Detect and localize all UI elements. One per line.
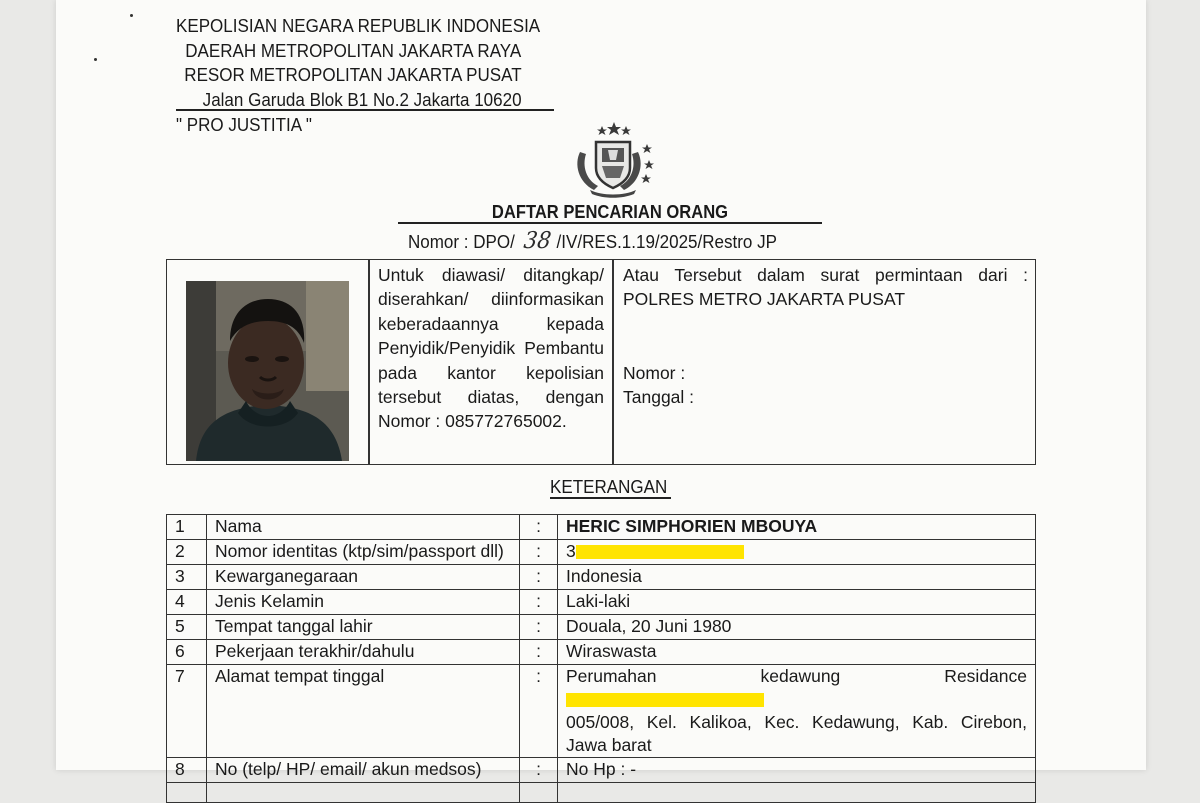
- letterhead: [176, 14, 556, 112]
- address-line: Perumahan kedawung Residance: [566, 666, 1027, 686]
- row-colon: :: [520, 665, 558, 758]
- redaction-mark: [566, 693, 764, 707]
- scan-speck: [94, 58, 97, 61]
- handwritten-number: 38: [522, 228, 553, 254]
- document-number-suffix: /IV/RES.1.19/2025/Restro JP: [556, 231, 777, 252]
- row-value-id: [558, 540, 1036, 565]
- table-row: [167, 640, 1036, 665]
- request-tanggal-label: Tanggal :: [623, 387, 695, 408]
- table-row: [167, 565, 1036, 590]
- keterangan-heading: KETERANGAN: [550, 476, 668, 497]
- row-colon: :: [520, 590, 558, 615]
- table-row: [167, 590, 1036, 615]
- table-row: [167, 540, 1036, 565]
- instruction-line: Nomor : 085772765002.: [378, 411, 567, 432]
- box-divider: [368, 260, 370, 464]
- row-value: [558, 783, 1036, 803]
- row-label: Alamat tempat tinggal: [207, 665, 520, 758]
- pro-justitia: " PRO JUSTITIA ": [176, 114, 312, 135]
- instruction-line: Untuk diawasi/ ditangkap/: [378, 265, 604, 285]
- row-colon: :: [520, 540, 558, 565]
- letterhead-line-1: KEPOLISIAN NEGARA REPUBLIK INDONESIA: [176, 15, 541, 36]
- row-label: [207, 783, 520, 803]
- row-value: Laki-laki: [558, 590, 1036, 615]
- row-value: Wiraswasta: [558, 640, 1036, 665]
- row-colon: :: [520, 615, 558, 640]
- row-number: 7: [167, 665, 207, 758]
- row-value-name: HERIC SIMPHORIEN MBOUYA: [558, 515, 1036, 540]
- row-colon: :: [520, 515, 558, 540]
- row-label: No (telp/ HP/ email/ akun medsos): [207, 758, 520, 783]
- scan-speck: [130, 14, 133, 17]
- address-line: 005/008, Kel. Kalikoa, Kec. Kedawung, Kab. Cirebon,: [566, 712, 1027, 732]
- row-number: 5: [167, 615, 207, 640]
- row-label: Kewarganegaraan: [207, 565, 520, 590]
- instruction-line: Penyidik/Penyidik Pembantu: [378, 338, 604, 359]
- police-emblem-icon: [568, 120, 660, 198]
- row-value: No Hp : -: [558, 758, 1036, 783]
- table-row: [167, 758, 1036, 783]
- title-rule: [398, 222, 822, 224]
- details-table: [166, 514, 1036, 803]
- id-first-digit: 3: [566, 541, 576, 561]
- request-nomor-label: Nomor :: [623, 362, 686, 383]
- instruction-line: keberadaannya kepada: [378, 313, 604, 334]
- box-divider: [612, 260, 614, 464]
- row-colon: :: [520, 758, 558, 783]
- document-title: DAFTAR PENCARIAN ORANG: [491, 202, 729, 222]
- letterhead-line-3: RESOR METROPOLITAN JAKARTA PUSAT: [184, 64, 522, 85]
- row-label: Pekerjaan terakhir/dahulu: [207, 640, 520, 665]
- row-value: Indonesia: [558, 565, 1036, 590]
- row-number: [167, 783, 207, 803]
- row-label: Tempat tanggal lahir: [207, 615, 520, 640]
- row-colon: :: [520, 640, 558, 665]
- instruction-line: pada kantor kepolisian: [378, 362, 604, 383]
- row-number: 2: [167, 540, 207, 565]
- document-number: [408, 228, 777, 254]
- row-colon: [520, 783, 558, 803]
- row-label: Jenis Kelamin: [207, 590, 520, 615]
- letterhead-address: Jalan Garuda Blok B1 No.2 Jakarta 10620: [202, 88, 522, 110]
- table-row: [167, 783, 1036, 803]
- table-row: [167, 515, 1036, 540]
- row-number: 8: [167, 758, 207, 783]
- redaction-mark: [576, 545, 744, 559]
- request-line: Atau Tersebut dalam surat permintaan dari :: [623, 265, 1028, 285]
- wanted-instructions: [378, 263, 604, 434]
- request-source: [623, 263, 1028, 410]
- row-colon: :: [520, 565, 558, 590]
- letterhead-rule: [176, 109, 554, 111]
- instruction-line: tersebut diatas, dengan: [378, 387, 604, 408]
- row-number: 3: [167, 565, 207, 590]
- table-row: [167, 615, 1036, 640]
- row-value-address: [558, 665, 1036, 758]
- table-row: [167, 665, 1036, 758]
- row-label: Nama: [207, 515, 520, 540]
- row-value: Douala, 20 Juni 1980: [558, 615, 1036, 640]
- address-line: Jawa barat: [566, 735, 652, 755]
- suspect-photo: [186, 281, 349, 461]
- keterangan-rule: [550, 497, 671, 499]
- letterhead-line-2: DAERAH METROPOLITAN JAKARTA RAYA: [185, 39, 522, 61]
- request-origin: POLRES METRO JAKARTA PUSAT: [623, 289, 906, 310]
- document-number-prefix: Nomor : DPO/: [408, 231, 515, 252]
- wanted-info-box: [166, 259, 1036, 465]
- row-number: 6: [167, 640, 207, 665]
- instruction-line: diserahkan/ diinformasikan: [378, 289, 604, 310]
- row-label: Nomor identitas (ktp/sim/passport dll): [207, 540, 520, 565]
- row-number: 1: [167, 515, 207, 540]
- row-number: 4: [167, 590, 207, 615]
